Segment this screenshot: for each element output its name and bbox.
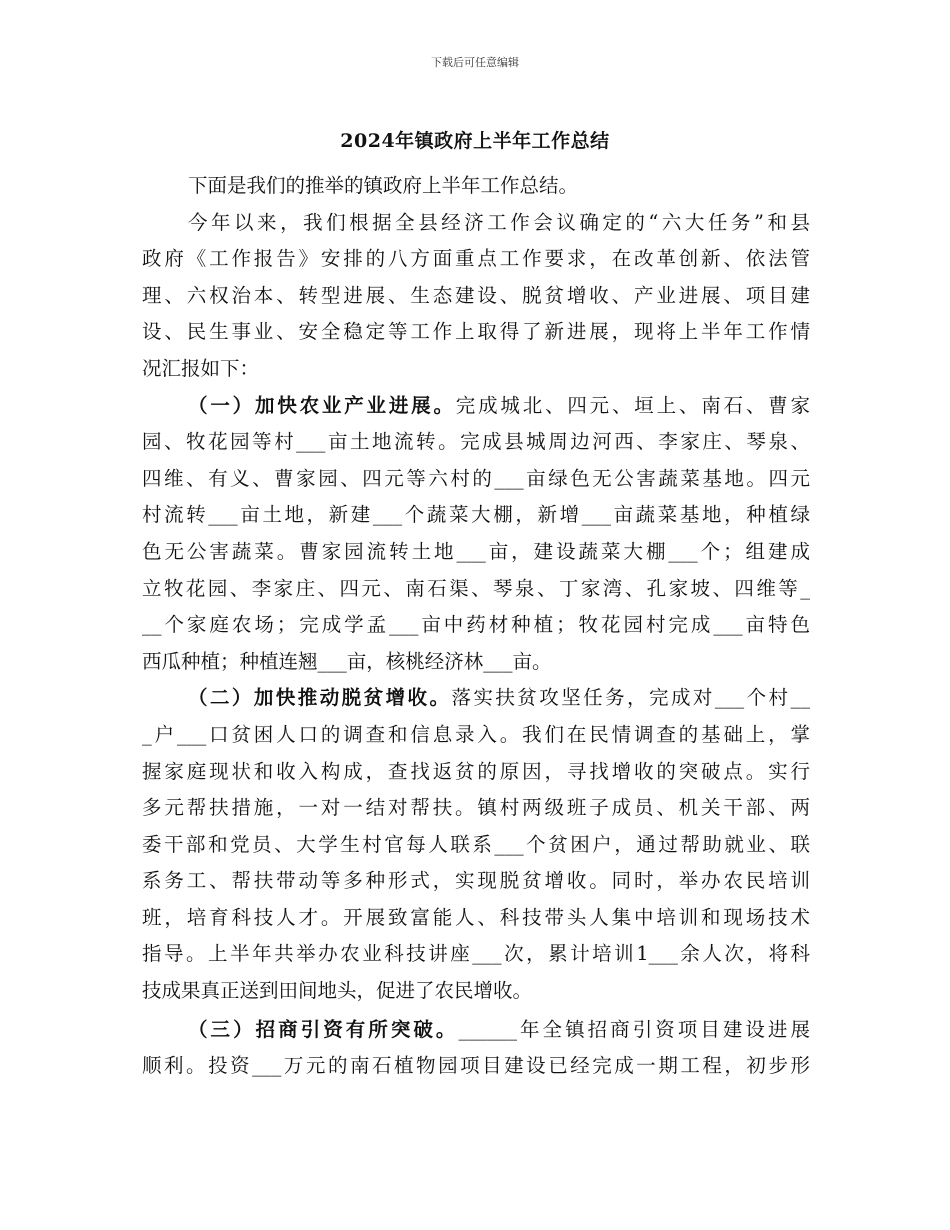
section-first-line	[142, 680, 810, 717]
section-heading: （一）加快农业产业进展。	[188, 393, 456, 417]
text-line: 立牧花园、李家庄、四元、南石渠、琴泉、丁家湾、孔家坡、四维等_	[142, 576, 810, 600]
text-segment: 完成城北、四元、垣上、南石、曹家	[455, 393, 810, 417]
section-first-line	[142, 388, 810, 425]
section-heading: （二）加快推动脱贫增收。	[188, 686, 452, 710]
text-line: 技成果真正送到田间地头，促进了农民增收。	[142, 979, 533, 1003]
text-line: _户___口贫困人口的调查和信息录入。我们在民情调查的基础上，掌	[142, 722, 810, 746]
text-line: 指导。上半年共举办农业科技讲座___次，累计培训1___余人次，将科	[142, 942, 810, 966]
paragraph-overview	[142, 205, 810, 388]
document-title: 2024年镇政府上半年工作总结	[340, 130, 610, 152]
text-line: 多元帮扶措施，一对一结对帮扶。镇村两级班子成员、机关干部、两	[142, 796, 810, 820]
text-line: 握家庭现状和收入构成，查找返贫的原因，寻找增收的突破点。实行	[142, 759, 810, 783]
section-investment	[142, 1012, 810, 1085]
text-line: 班，培育科技人才。开展致富能人、科技带头人集中培训和现场技术	[142, 905, 810, 929]
text-line: __个家庭农场；完成学孟___亩中药材种植；牧花园村完成___亩特色	[142, 613, 810, 637]
text-line: 系务工、帮扶带动等多种形式，实现脱贫增收。同时，举办农民培训	[142, 869, 810, 893]
section-first-line	[142, 1012, 810, 1049]
text-line: 园、牧花园等村___亩土地流转。完成县城周边河西、李家庄、琴泉、	[142, 430, 810, 454]
section-heading: （三）招商引资有所突破。	[188, 1017, 459, 1041]
intro-paragraph: 下面是我们的推举的镇政府上半年工作总结。	[188, 174, 579, 197]
text-line: 色无公害蔬菜。曹家园流转土地___亩，建设蔬菜大棚___个；组建成	[142, 539, 810, 563]
text-line: 今年以来，我们根据全县经济工作会议确定的“六大任务”和县	[188, 210, 810, 234]
section-poverty	[142, 680, 810, 1009]
text-line: 西瓜种植；种植连翘___亩，核桃经济林___亩。	[142, 649, 552, 673]
text-line: 村流转___亩土地，新建___个蔬菜大棚，新增___亩蔬菜基地，种植绿	[142, 503, 810, 527]
text-line: 委干部和党员、大学生村官每人联系___个贫困户，通过帮助就业、联	[142, 832, 810, 856]
text-line: 顺利。投资___万元的南石植物园项目建设已经完成一期工程，初步形	[142, 1054, 810, 1078]
text-segment: 落实扶贫攻坚任务，完成对___个村__	[451, 686, 810, 710]
text-line: 设、民生事业、安全稳定等工作上取得了新进展，现将上半年工作情	[142, 320, 810, 344]
text-line: 政府《工作报告》安排的八方面重点工作要求，在改革创新、依法管	[142, 247, 810, 271]
document-body	[142, 168, 810, 1085]
text-line: 况汇报如下：	[142, 356, 260, 380]
section-agriculture	[142, 388, 810, 681]
header-note: 下载后可任意编辑	[431, 56, 519, 69]
text-segment: ______年全镇招商引资项目建设进展	[458, 1017, 810, 1041]
text-line: 理、六权治本、转型进展、生态建设、脱贫增收、产业进展、项目建	[142, 283, 810, 307]
text-line: 四维、有义、曹家园、四元等六村的___亩绿色无公害蔬菜基地。四元	[142, 466, 810, 490]
